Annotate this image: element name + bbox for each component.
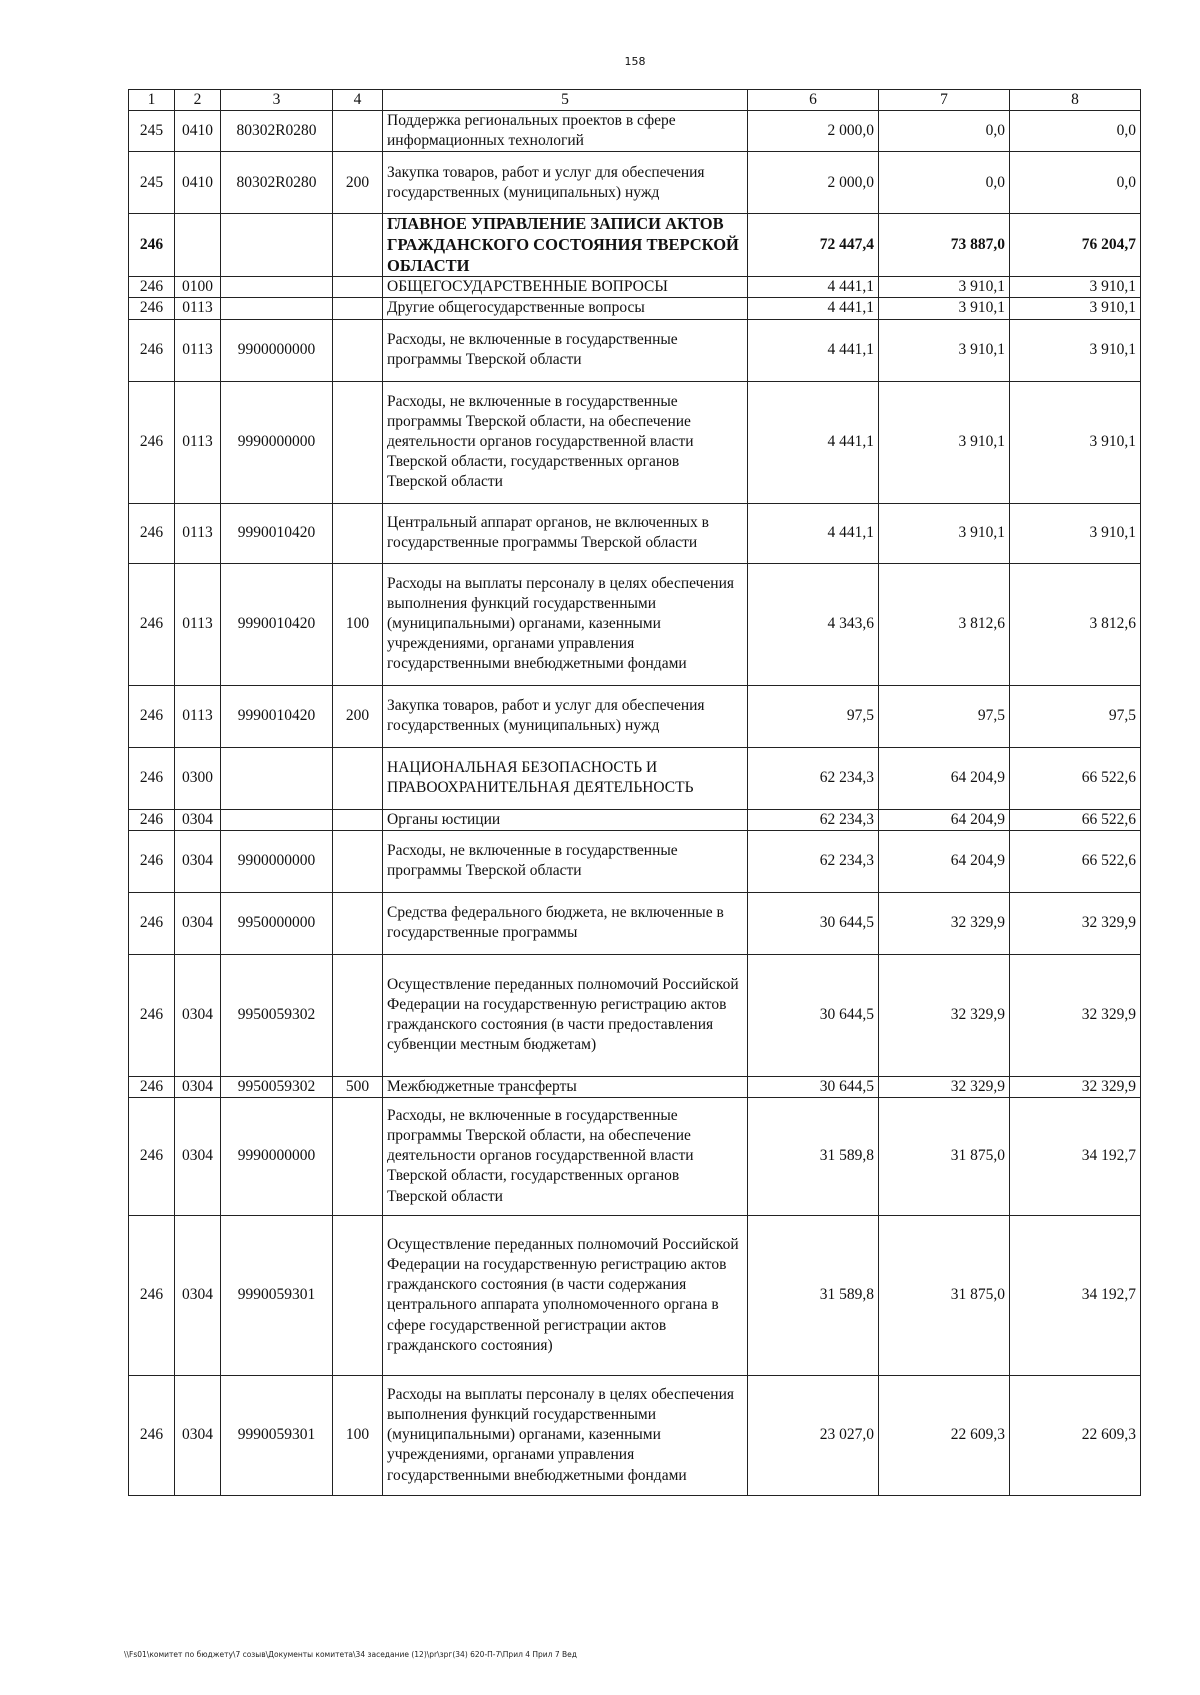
cell-section-code: 0113 [175, 503, 221, 563]
cell-target-code: 9990059301 [221, 1215, 333, 1375]
table-row [129, 152, 1141, 214]
cell-admin-code: 246 [129, 503, 175, 563]
cell-admin-code: 246 [129, 809, 175, 830]
cell-section-code: 0304 [175, 1076, 221, 1097]
cell-target-code [221, 809, 333, 830]
cell-target-code: 9990010420 [221, 563, 333, 685]
cell-amount-2020: 0,0 [879, 152, 1010, 214]
cell-amount-2020: 3 910,1 [879, 277, 1010, 298]
cell-item-description: ОБЩЕГОСУДАРСТВЕННЫЕ ВОПРОСЫ [383, 277, 748, 298]
table-row [129, 892, 1141, 954]
cell-amount-2020: 3 910,1 [879, 298, 1010, 319]
cell-amount-2021: 32 329,9 [1010, 892, 1141, 954]
cell-target-code: 9990010420 [221, 503, 333, 563]
table-row [129, 319, 1141, 381]
cell-expense-type-code [333, 381, 383, 503]
table-row [129, 1076, 1141, 1097]
cell-target-code [221, 747, 333, 809]
cell-amount-2021: 3 910,1 [1010, 277, 1141, 298]
cell-target-code: 9950059302 [221, 954, 333, 1076]
cell-target-code: 9950059302 [221, 1076, 333, 1097]
cell-expense-type-code [333, 747, 383, 809]
cell-admin-code: 246 [129, 214, 175, 277]
cell-item-description: Расходы, не включенные в государственные программы Тверской области, на обеспечение деятельности органов государственной власти Тверской области, государственных органов Тверской области [383, 1097, 748, 1215]
cell-amount-2019: 4 441,1 [748, 503, 879, 563]
cell-expense-type-code [333, 319, 383, 381]
cell-amount-2021: 32 329,9 [1010, 1076, 1141, 1097]
cell-amount-2020: 32 329,9 [879, 954, 1010, 1076]
table-row [129, 503, 1141, 563]
cell-target-code [221, 214, 333, 277]
cell-admin-code: 246 [129, 747, 175, 809]
table-row [129, 830, 1141, 892]
cell-section-code: 0410 [175, 152, 221, 214]
column-header: 4 [333, 90, 383, 111]
cell-amount-2020: 31 875,0 [879, 1097, 1010, 1215]
cell-amount-2020: 3 910,1 [879, 319, 1010, 381]
cell-target-code: 9990010420 [221, 685, 333, 747]
cell-amount-2021: 3 812,6 [1010, 563, 1141, 685]
cell-target-code: 80302R0280 [221, 152, 333, 214]
cell-amount-2020: 64 204,9 [879, 830, 1010, 892]
cell-section-code: 0300 [175, 747, 221, 809]
cell-admin-code: 246 [129, 1097, 175, 1215]
cell-expense-type-code [333, 503, 383, 563]
cell-amount-2021: 97,5 [1010, 685, 1141, 747]
cell-admin-code: 246 [129, 685, 175, 747]
cell-admin-code: 246 [129, 892, 175, 954]
cell-amount-2021: 3 910,1 [1010, 381, 1141, 503]
cell-amount-2021: 66 522,6 [1010, 830, 1141, 892]
cell-amount-2019: 4 441,1 [748, 277, 879, 298]
cell-target-code: 9950000000 [221, 892, 333, 954]
cell-amount-2021: 34 192,7 [1010, 1097, 1141, 1215]
cell-section-code: 0304 [175, 892, 221, 954]
cell-item-description: Осуществление переданных полномочий Российской Федерации на государственную регистрацию актов гражданского состояния (в части предоставления субвенции местным бюджетам) [383, 954, 748, 1076]
cell-item-description: Закупка товаров, работ и услуг для обеспечения государственных (муниципальных) нужд [383, 152, 748, 214]
cell-amount-2019: 2 000,0 [748, 152, 879, 214]
cell-expense-type-code [333, 892, 383, 954]
cell-expense-type-code [333, 277, 383, 298]
cell-target-code: 9990000000 [221, 381, 333, 503]
cell-section-code [175, 214, 221, 277]
cell-admin-code: 246 [129, 1215, 175, 1375]
cell-item-description: Средства федерального бюджета, не включенные в государственные программы [383, 892, 748, 954]
cell-section-code: 0304 [175, 830, 221, 892]
cell-amount-2020: 3 812,6 [879, 563, 1010, 685]
table-row [129, 298, 1141, 319]
cell-amount-2019: 62 234,3 [748, 747, 879, 809]
cell-amount-2019: 30 644,5 [748, 954, 879, 1076]
cell-item-description: Расходы, не включенные в государственные программы Тверской области [383, 830, 748, 892]
column-header: 8 [1010, 90, 1141, 111]
cell-item-description: Расходы, не включенные в государственные программы Тверской области, на обеспечение деятельности органов государственной власти Тверской области, государственных органов Тверской области [383, 381, 748, 503]
cell-section-code: 0304 [175, 809, 221, 830]
cell-amount-2020: 73 887,0 [879, 214, 1010, 277]
cell-amount-2019: 72 447,4 [748, 214, 879, 277]
cell-target-code: 9900000000 [221, 319, 333, 381]
cell-expense-type-code [333, 1097, 383, 1215]
cell-expense-type-code [333, 298, 383, 319]
cell-item-description: Поддержка региональных проектов в сфере информационных технологий [383, 111, 748, 152]
cell-expense-type-code [333, 954, 383, 1076]
column-header: 5 [383, 90, 748, 111]
cell-section-code: 0113 [175, 298, 221, 319]
cell-amount-2020: 3 910,1 [879, 381, 1010, 503]
cell-amount-2020: 64 204,9 [879, 809, 1010, 830]
cell-target-code: 9900000000 [221, 830, 333, 892]
footer-file-path: \\Fs01\комитет по бюджету\7 созыв\Документы комитета\34 заседание (12)\pr\зрг(34) 620-П-7\Прил 4 Прил 7 Вед [124, 1650, 577, 1659]
cell-item-description: Другие общегосударственные вопросы [383, 298, 748, 319]
cell-section-code: 0410 [175, 111, 221, 152]
cell-admin-code: 246 [129, 381, 175, 503]
budget-table [128, 89, 1141, 1496]
table-row [129, 747, 1141, 809]
cell-section-code: 0113 [175, 319, 221, 381]
table-body [129, 111, 1141, 1496]
cell-amount-2019: 23 027,0 [748, 1375, 879, 1495]
cell-admin-code: 246 [129, 563, 175, 685]
cell-item-description: Межбюджетные трансферты [383, 1076, 748, 1097]
table-row [129, 809, 1141, 830]
cell-amount-2019: 62 234,3 [748, 809, 879, 830]
column-header: 1 [129, 90, 175, 111]
cell-expense-type-code: 200 [333, 685, 383, 747]
cell-section-code: 0304 [175, 1215, 221, 1375]
cell-admin-code: 246 [129, 277, 175, 298]
cell-amount-2021: 3 910,1 [1010, 319, 1141, 381]
cell-target-code [221, 298, 333, 319]
cell-item-description: Центральный аппарат органов, не включенных в государственные программы Тверской области [383, 503, 748, 563]
table-row [129, 277, 1141, 298]
cell-amount-2020: 3 910,1 [879, 503, 1010, 563]
cell-section-code: 0304 [175, 1375, 221, 1495]
cell-expense-type-code [333, 809, 383, 830]
cell-amount-2020: 32 329,9 [879, 892, 1010, 954]
cell-admin-code: 246 [129, 830, 175, 892]
cell-amount-2021: 76 204,7 [1010, 214, 1141, 277]
cell-amount-2019: 31 589,8 [748, 1215, 879, 1375]
cell-target-code: 9990000000 [221, 1097, 333, 1215]
cell-expense-type-code [333, 830, 383, 892]
cell-amount-2019: 2 000,0 [748, 111, 879, 152]
cell-expense-type-code: 100 [333, 563, 383, 685]
cell-amount-2020: 0,0 [879, 111, 1010, 152]
cell-section-code: 0100 [175, 277, 221, 298]
cell-amount-2019: 4 441,1 [748, 319, 879, 381]
cell-amount-2019: 4 343,6 [748, 563, 879, 685]
cell-admin-code: 246 [129, 319, 175, 381]
cell-amount-2019: 4 441,1 [748, 298, 879, 319]
cell-target-code: 80302R0280 [221, 111, 333, 152]
cell-amount-2021: 22 609,3 [1010, 1375, 1141, 1495]
cell-admin-code: 245 [129, 111, 175, 152]
cell-expense-type-code: 500 [333, 1076, 383, 1097]
cell-amount-2019: 30 644,5 [748, 1076, 879, 1097]
cell-item-description: Закупка товаров, работ и услуг для обеспечения государственных (муниципальных) нужд [383, 685, 748, 747]
cell-amount-2021: 3 910,1 [1010, 298, 1141, 319]
cell-amount-2021: 3 910,1 [1010, 503, 1141, 563]
table-row [129, 381, 1141, 503]
cell-amount-2021: 0,0 [1010, 111, 1141, 152]
cell-section-code: 0113 [175, 563, 221, 685]
column-header: 6 [748, 90, 879, 111]
cell-expense-type-code [333, 111, 383, 152]
table-row [129, 1375, 1141, 1495]
column-header: 2 [175, 90, 221, 111]
cell-admin-code: 245 [129, 152, 175, 214]
cell-target-code: 9990059301 [221, 1375, 333, 1495]
table-row [129, 954, 1141, 1076]
cell-section-code: 0304 [175, 1097, 221, 1215]
cell-target-code [221, 277, 333, 298]
cell-amount-2019: 31 589,8 [748, 1097, 879, 1215]
cell-admin-code: 246 [129, 954, 175, 1076]
cell-amount-2019: 62 234,3 [748, 830, 879, 892]
cell-expense-type-code [333, 214, 383, 277]
cell-amount-2019: 30 644,5 [748, 892, 879, 954]
cell-item-description: НАЦИОНАЛЬНАЯ БЕЗОПАСНОСТЬ И ПРАВООХРАНИТЕЛЬНАЯ ДЕЯТЕЛЬНОСТЬ [383, 747, 748, 809]
table-row [129, 1215, 1141, 1375]
cell-amount-2019: 4 441,1 [748, 381, 879, 503]
cell-item-description: Расходы, не включенные в государственные программы Тверской области [383, 319, 748, 381]
cell-expense-type-code [333, 1215, 383, 1375]
cell-item-description: Расходы на выплаты персоналу в целях обеспечения выполнения функций государственными (муниципальными) органами, казенными учреждениями, органами управления государственными внебюджетными фондами [383, 1375, 748, 1495]
cell-admin-code: 246 [129, 298, 175, 319]
cell-amount-2021: 66 522,6 [1010, 747, 1141, 809]
table-header-row [129, 90, 1141, 111]
cell-admin-code: 246 [129, 1375, 175, 1495]
cell-item-description: Расходы на выплаты персоналу в целях обеспечения выполнения функций государственными (муниципальными) органами, казенными учреждениями, органами управления государственными внебюджетными фондами [383, 563, 748, 685]
cell-amount-2019: 97,5 [748, 685, 879, 747]
cell-admin-code: 246 [129, 1076, 175, 1097]
cell-item-description: ГЛАВНОЕ УПРАВЛЕНИЕ ЗАПИСИ АКТОВ ГРАЖДАНСКОГО СОСТОЯНИЯ ТВЕРСКОЙ ОБЛАСТИ [383, 214, 748, 277]
table-row [129, 685, 1141, 747]
cell-expense-type-code: 100 [333, 1375, 383, 1495]
table-row [129, 214, 1141, 277]
cell-item-description: Органы юстиции [383, 809, 748, 830]
cell-amount-2020: 31 875,0 [879, 1215, 1010, 1375]
cell-amount-2020: 22 609,3 [879, 1375, 1010, 1495]
cell-amount-2021: 34 192,7 [1010, 1215, 1141, 1375]
table-row [129, 563, 1141, 685]
cell-expense-type-code: 200 [333, 152, 383, 214]
cell-amount-2021: 66 522,6 [1010, 809, 1141, 830]
cell-item-description: Осуществление переданных полномочий Российской Федерации на государственную регистрацию актов гражданского состояния (в части содержания центрального аппарата уполномоченного органа в сфере государственной регистрации актов гражданского состояния) [383, 1215, 748, 1375]
cell-section-code: 0113 [175, 381, 221, 503]
cell-section-code: 0304 [175, 954, 221, 1076]
table-row [129, 1097, 1141, 1215]
column-header: 7 [879, 90, 1010, 111]
cell-amount-2021: 0,0 [1010, 152, 1141, 214]
table-row [129, 111, 1141, 152]
cell-amount-2021: 32 329,9 [1010, 954, 1141, 1076]
cell-section-code: 0113 [175, 685, 221, 747]
cell-amount-2020: 97,5 [879, 685, 1010, 747]
column-header: 3 [221, 90, 333, 111]
cell-amount-2020: 64 204,9 [879, 747, 1010, 809]
page-number: 158 [624, 55, 646, 68]
cell-amount-2020: 32 329,9 [879, 1076, 1010, 1097]
